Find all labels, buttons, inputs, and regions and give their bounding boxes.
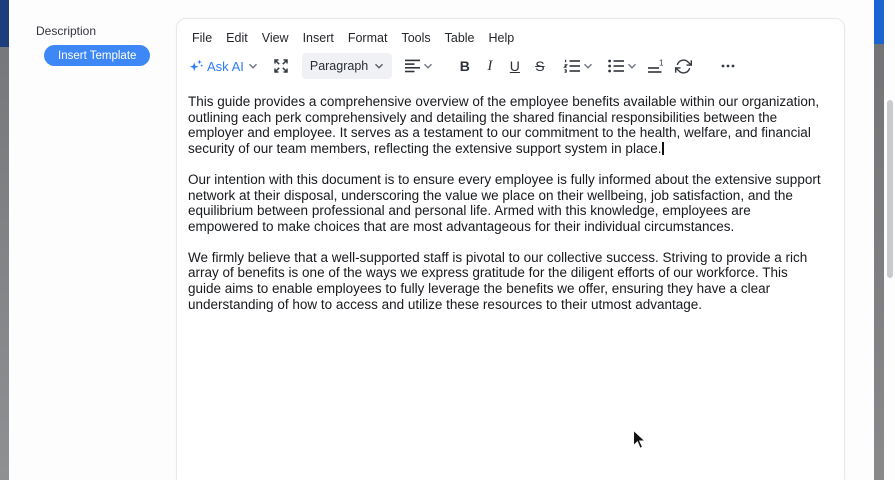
paragraph-text: This guide provides a comprehensive overview of the employee benefits available within our organization, outlining each perk comprehensively and detailing the shared financial responsibilities between the employer and employee. It serves as a testament to our commitment to the health, welfare, and financial security of our team members, reflecting the extensive support system in place.: [188, 94, 820, 157]
insert-template-button[interactable]: Insert Template: [44, 45, 150, 66]
description-panel: [9, 0, 176, 480]
editor-menubar: [177, 19, 844, 49]
strikethrough-button[interactable]: S: [528, 53, 552, 79]
underline-button[interactable]: U: [503, 53, 527, 79]
block-format-select[interactable]: [302, 53, 392, 79]
text-caret: [662, 142, 664, 155]
menu-item-view[interactable]: View: [255, 28, 296, 48]
more-options-button[interactable]: [714, 53, 742, 79]
menu-item-insert[interactable]: Insert: [296, 28, 341, 48]
chevron-down-icon: [583, 63, 593, 70]
ask-ai-label: Ask AI: [207, 58, 244, 74]
menu-item-edit[interactable]: Edit: [219, 28, 255, 48]
sparkle-icon: [189, 59, 203, 73]
menu-item-tools[interactable]: Tools: [394, 28, 437, 48]
scrollbar-thumb[interactable]: [887, 100, 893, 278]
fullscreen-button[interactable]: [268, 53, 294, 79]
menu-item-help[interactable]: Help: [482, 28, 522, 48]
menu-item-table[interactable]: Table: [438, 28, 482, 48]
chevron-down-icon: [248, 63, 258, 70]
italic-button[interactable]: I: [478, 53, 502, 79]
footnote-icon: [647, 59, 665, 74]
editor-content[interactable]: [177, 83, 844, 312]
more-icon: [721, 64, 735, 68]
chevron-down-icon: [374, 63, 384, 70]
sync-icon: [675, 58, 692, 75]
block-format-value: Paragraph: [309, 59, 369, 73]
footnote-button[interactable]: [644, 53, 668, 79]
chevron-down-icon: [423, 63, 433, 70]
svg-text:1: 1: [658, 58, 664, 67]
chevron-down-icon: [627, 63, 637, 70]
bullet-list-button[interactable]: [604, 53, 640, 79]
right-edge-strip-header: [874, 0, 884, 44]
left-edge-strip-header: [0, 0, 9, 47]
sync-button[interactable]: [672, 53, 696, 79]
description-label: Description: [36, 24, 97, 38]
menu-item-format[interactable]: Format: [341, 28, 395, 48]
bold-button[interactable]: B: [453, 53, 477, 79]
bullet-list-icon: [607, 59, 625, 73]
numbered-list-button[interactable]: [560, 53, 596, 79]
mouse-cursor: [632, 429, 647, 450]
paragraph: [188, 94, 822, 157]
align-button[interactable]: [400, 53, 437, 79]
ask-ai-button[interactable]: [185, 53, 262, 79]
rich-text-editor: [176, 18, 845, 480]
fullscreen-icon: [273, 58, 289, 74]
menu-item-file[interactable]: File: [185, 28, 219, 48]
paragraph: We firmly believe that a well-supported staff is pivotal to our collective success. Striving to provide a rich array of benefits is one of the ways we express gratitude for the diligent efforts of our workforce. This guide aims to enable employees to fully leverage the benefits we offer, ensuring they have a clear understanding of how to access and utilize these resources to their utmost advantage.: [188, 249, 808, 312]
paragraph: Our intention with this document is to ensure every employee is fully informed about the extensive support network at their disposal, underscoring the value we place on their wellbeing, job satisfaction, and the equilibrium between professional and personal life. Armed with this knowledge, employees are empowered to make choices that are most advantageous for their individual circumstances.: [188, 171, 821, 234]
editor-toolbar: [177, 49, 844, 83]
align-left-icon: [404, 59, 421, 73]
left-edge-strip: [0, 0, 9, 480]
right-edge-strip: [874, 0, 884, 480]
numbered-list-icon: [563, 59, 581, 73]
